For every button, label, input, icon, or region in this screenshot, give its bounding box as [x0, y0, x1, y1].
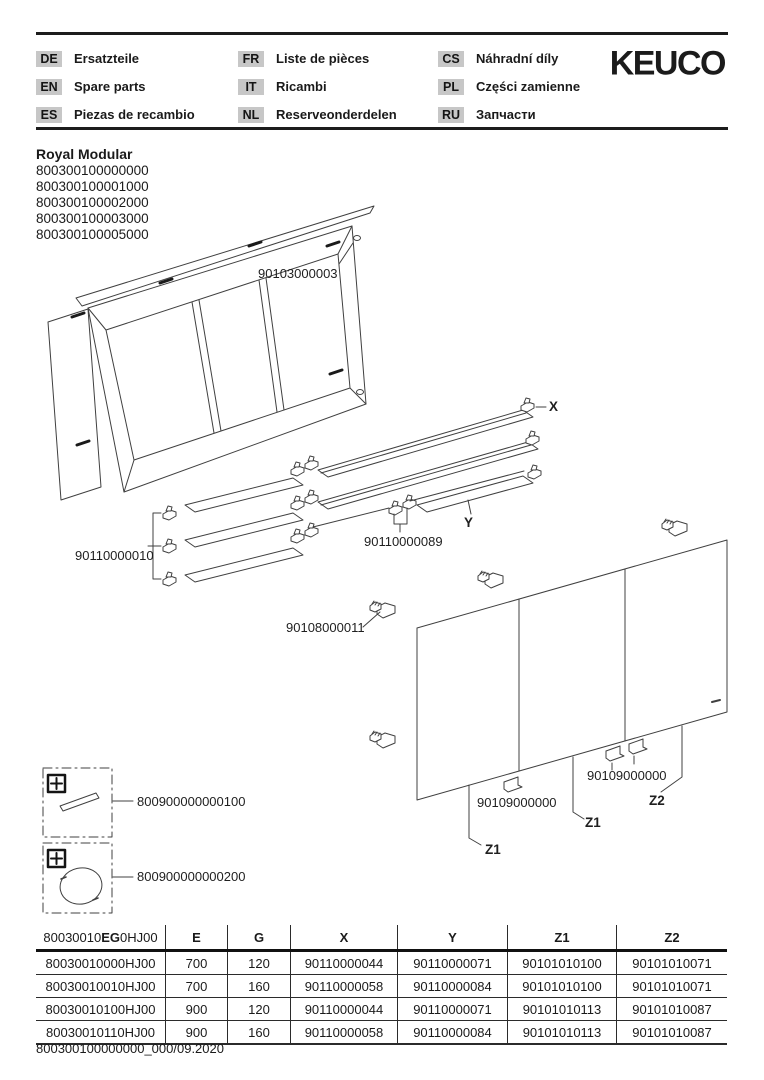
- language-badge-es: ES: [36, 107, 62, 123]
- parts-table-header-row: [36, 925, 727, 952]
- part-label-shelf-clip-set: 90110000010: [75, 548, 154, 563]
- language-badge-it: IT: [238, 79, 264, 95]
- cell-model: 80030010010HJ00: [36, 975, 166, 997]
- shelf-clip-icon: [305, 523, 318, 537]
- shelf-clip-icon: [163, 506, 176, 520]
- cell-y: 90110000084: [398, 975, 508, 997]
- cell-z1: 90101010100: [508, 952, 617, 974]
- column-header-z2: Z2: [664, 929, 680, 945]
- language-badge-nl: NL: [238, 107, 264, 123]
- language-badge-de: DE: [36, 51, 62, 67]
- column-header-x: X: [291, 925, 398, 949]
- column-header-y: Y: [398, 925, 508, 949]
- bracket-line: [148, 513, 161, 579]
- cell-g: 160: [228, 975, 291, 997]
- cell-g: 160: [228, 1021, 291, 1043]
- part-label-accessory-round-mirror: 800900000000200: [137, 869, 246, 884]
- model-code-header: 80030010 EG 0HJ00: [36, 925, 166, 949]
- ref-label-z2: Z2: [649, 793, 665, 808]
- bracket-line-z1-left: [469, 785, 481, 845]
- cell-x: 90110000044: [291, 952, 398, 974]
- language-label-it: Ricambi: [276, 79, 327, 94]
- model-number: 800300100000000: [36, 163, 149, 178]
- shelf-clip-icon: [521, 398, 534, 412]
- language-label-en: Spare parts: [74, 79, 146, 94]
- cell-model: 80030010100HJ00: [36, 998, 166, 1020]
- column-header-g: G: [228, 925, 291, 949]
- cabinet-frame-drawing: [48, 206, 374, 500]
- language-badge-pl: PL: [438, 79, 464, 95]
- cell-g: 120: [228, 998, 291, 1020]
- parts-table-row: [36, 952, 727, 975]
- ref-label-z1-right: Z1: [585, 815, 601, 830]
- product-title: Royal Modular: [36, 146, 133, 162]
- ref-label-z1-left: Z1: [485, 842, 501, 857]
- cell-y: 90110000071: [398, 998, 508, 1020]
- language-label-fr: Liste de pièces: [276, 51, 370, 66]
- cell-y: 90110000084: [398, 1021, 508, 1043]
- cell-x: 90110000044: [291, 998, 398, 1020]
- cell-z2: 90101010087: [632, 1001, 712, 1017]
- cell-e: 900: [166, 998, 228, 1020]
- door-damper-icon: [370, 601, 395, 618]
- model-number: 800300100002000: [36, 195, 149, 210]
- shelf-clip-icon: [291, 529, 304, 543]
- leader-line-y: [468, 500, 471, 514]
- column-header-z1: Z1: [508, 925, 617, 949]
- shelf-clip-icon: [163, 539, 176, 553]
- shelf-clip-icon: [403, 495, 416, 509]
- language-label-nl: Reserveonderdelen: [276, 107, 397, 122]
- bracket-line-z1-right: [573, 757, 584, 819]
- language-label-ru: Запчасти: [476, 107, 536, 122]
- language-badge-en: EN: [36, 79, 62, 95]
- ref-label-y: Y: [464, 515, 474, 530]
- model-number: 800300100003000: [36, 211, 149, 226]
- language-label-cs: Náhradní díly: [476, 51, 559, 66]
- parts-table-row: [36, 975, 727, 998]
- cell-e: 900: [166, 1021, 228, 1043]
- shelf-clip-icon: [526, 431, 539, 445]
- cell-y: 90110000071: [398, 952, 508, 974]
- shelf-clip-icon: [291, 496, 304, 510]
- door-damper-icon: [662, 519, 687, 536]
- cell-z1: 90101010113: [508, 1021, 617, 1043]
- part-label-door-damper: 90108000011: [286, 620, 365, 635]
- cell-model: 80030010110HJ00: [36, 1021, 166, 1043]
- part-label-accessory-strip: 800900000000100: [137, 794, 246, 809]
- column-header-e: E: [166, 925, 228, 949]
- cell-z1: 90101010113: [508, 998, 617, 1020]
- cell-z1: 90101010100: [508, 975, 617, 997]
- cell-g: 120: [228, 952, 291, 974]
- plus-icon: [51, 853, 62, 864]
- language-label-es: Piezas de recambio: [74, 107, 195, 122]
- part-label-hinge-left: 90109000000: [477, 795, 557, 810]
- parts-table-row: [36, 998, 727, 1021]
- language-badge-cs: CS: [438, 51, 464, 67]
- cell-z2: 90101010087: [632, 1024, 712, 1040]
- shelf-clip-icon: [291, 462, 304, 476]
- language-badge-fr: FR: [238, 51, 264, 67]
- plus-icon: [51, 778, 62, 789]
- accessory-boxes-drawing: [43, 768, 133, 913]
- language-label-pl: Części zamienne: [476, 79, 581, 94]
- shelf-clip-icon: [305, 490, 318, 504]
- cell-model: 80030010000HJ00: [36, 952, 166, 974]
- door-damper-icon: [478, 571, 503, 588]
- hinge-icon: [504, 777, 522, 792]
- model-number: 800300100001000: [36, 179, 149, 194]
- parts-table: [36, 925, 727, 1045]
- language-label-de: Ersatzteile: [74, 51, 140, 66]
- keuco-logo: KEUCO: [609, 44, 725, 83]
- cell-e: 700: [166, 975, 228, 997]
- leader-line: [363, 612, 380, 627]
- cell-z2: 90101010071: [632, 955, 712, 971]
- shelf-clip-icon: [389, 501, 402, 515]
- document-code: 800300100000000_000/09.2020: [36, 1041, 224, 1056]
- ref-label-x: X: [549, 399, 559, 414]
- door-damper-icon: [370, 731, 395, 748]
- language-badge-ru: RU: [438, 107, 464, 123]
- hinge-icon: [606, 746, 624, 761]
- part-label-hinge-right: 90109000000: [587, 768, 667, 783]
- part-label-shelf-clip-pair: 90110000089: [364, 534, 443, 549]
- shelf-clip-icon: [305, 456, 318, 470]
- cell-x: 90110000058: [291, 975, 398, 997]
- cell-e: 700: [166, 952, 228, 974]
- shelf-clip-icon: [163, 572, 176, 586]
- cell-x: 90110000058: [291, 1021, 398, 1043]
- hinge-icon: [629, 739, 647, 754]
- shelf-clip-icon: [528, 465, 541, 479]
- cell-z2: 90101010071: [632, 978, 712, 994]
- model-number: 800300100005000: [36, 227, 149, 242]
- part-label-cabinet-frame: 90103000003: [258, 266, 338, 281]
